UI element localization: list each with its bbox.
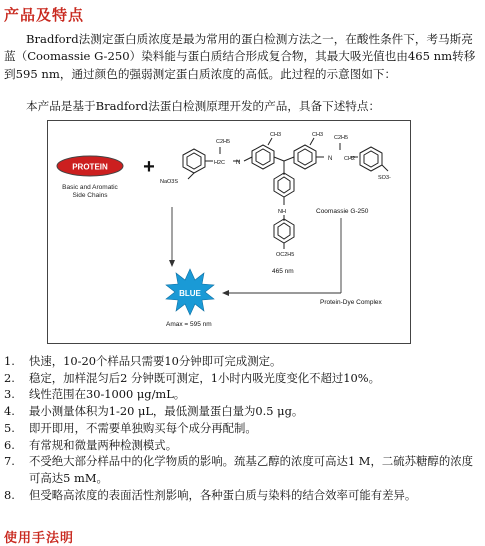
item-text: 线性范围在30-1000 μg/mL。	[29, 387, 186, 402]
item-number: 6.	[4, 437, 15, 452]
item-text: 有常规和微量两种检测模式。	[29, 437, 178, 452]
item-number: 5.	[4, 420, 15, 435]
chem-c2h5-left: C2H5	[216, 139, 231, 145]
protein-label: PROTEIN	[72, 162, 108, 172]
item-text: 即开即用，不需要单独购买每个成分再配制。	[29, 420, 257, 435]
list-item	[4, 453, 482, 486]
intro-paragraph: Bradford法测定蛋白质浓度是最为常用的蛋白检测方法之一，在酸性条件下，考马斯亮蓝（Coomassie G-250）染料能与蛋白质结合形成复合物，其最大吸光值也由465 nm转移到595 nm，通过颜色的强弱测定蛋白质浓度的高低。此过程的示意图如下：	[4, 32, 476, 81]
bradford-principle-figure	[47, 120, 411, 344]
list-item	[4, 386, 482, 403]
list-item	[4, 437, 482, 454]
blue-label: BLUE	[179, 289, 201, 298]
item-number: 7.	[4, 454, 15, 469]
chem-ch2: CH2	[344, 156, 356, 162]
item-number: 2.	[4, 370, 15, 385]
arrow-head-down	[169, 260, 175, 267]
item-number: 4.	[4, 404, 15, 419]
coomassie-structure	[183, 138, 388, 249]
list-item	[4, 420, 482, 437]
chem-c2h5-right: C2H5	[334, 135, 349, 141]
item-text: 但受略高浓度的表面活性剂影响，各种蛋白质与染料的结合效率可能有差异。	[29, 487, 417, 502]
item-number: 1.	[4, 354, 15, 368]
item-text: 不受绝大部分样品中的化学物质的影响。巯基乙醇的浓度可高达1 M，二硫苏糖醇的浓度可高达5 mM。	[29, 454, 473, 485]
item-text: 稳定，加样混匀后2 分钟既可测定，1小时内吸光度变化不超过10%。	[29, 370, 380, 385]
list-item	[4, 370, 482, 387]
item-text: 快速，10-20个样品只需要10分钟即可完成测定。	[29, 354, 282, 368]
complex-label: Protein-Dye Complex	[320, 299, 382, 306]
list-item	[4, 403, 482, 420]
item-text: 最小测量体积为1-20 μL，最低测量蛋白量为0.5 μg。	[29, 404, 304, 419]
plus-sign: +	[143, 156, 155, 178]
section-title: 产品及特点	[4, 6, 85, 24]
amax-label: Amax = 595 nm	[166, 321, 212, 328]
chem-so3: SO3-	[378, 175, 391, 181]
list-item	[4, 353, 482, 370]
next-section-title: 使用手法明	[4, 531, 75, 546]
arrow-head-left	[222, 290, 229, 296]
feature-list	[4, 353, 482, 503]
chem-ch3-left: CH3	[270, 132, 282, 138]
chem-n-right: N	[328, 156, 333, 162]
reaction-diagram	[48, 121, 410, 343]
item-number: 8.	[4, 487, 15, 502]
item-number: 3.	[4, 387, 15, 402]
dye-wavelength: 465 nm	[272, 268, 294, 275]
list-item	[4, 487, 482, 504]
chem-nh: NH	[278, 209, 286, 215]
side-chains-label-1: Basic and Aromatic	[62, 184, 118, 191]
chem-oc2h5: OC2H5	[276, 252, 295, 258]
feature-intro: 本产品是基于Bradford法蛋白检测原理开发的产品，具备下述特点：	[26, 99, 381, 113]
chem-h2c: H2C	[214, 160, 226, 166]
chem-n-left: N	[236, 160, 241, 166]
chem-ch3-right: CH3	[312, 132, 324, 138]
side-chains-label-2: Side Chains	[72, 192, 108, 199]
dye-name: Coomassie G-250	[316, 208, 369, 215]
chem-nao3s: NaO3S	[160, 179, 179, 185]
